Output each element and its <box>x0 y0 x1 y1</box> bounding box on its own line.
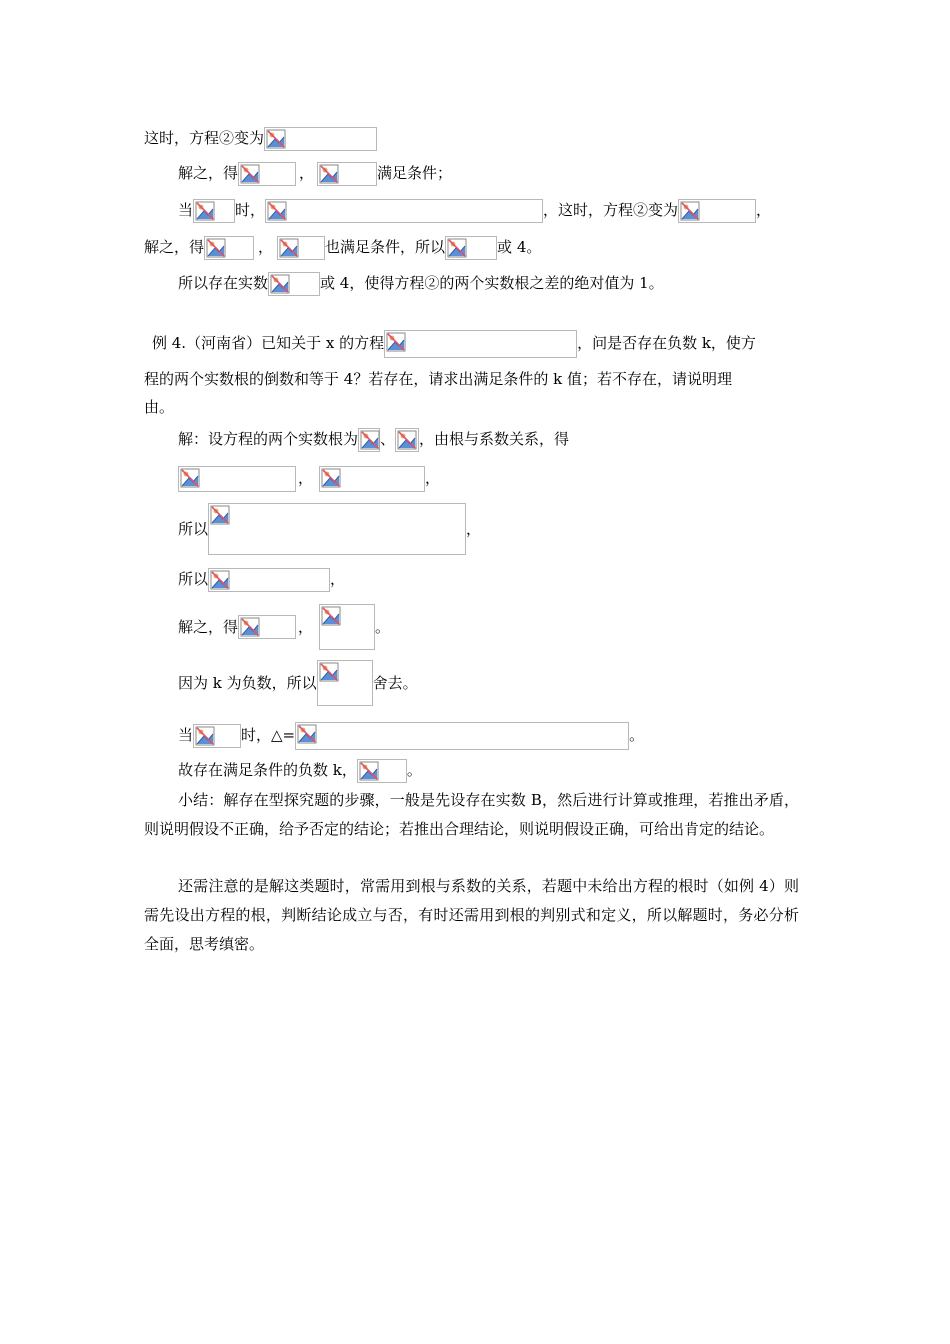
text-line <box>144 127 377 147</box>
broken-image-icon <box>397 430 417 450</box>
broken-image-icon <box>180 468 200 488</box>
text-line <box>178 568 345 588</box>
text: ，问是否存在负数 k，使方 <box>577 334 756 352</box>
broken-image-icon <box>267 201 287 221</box>
text-line <box>178 199 771 219</box>
equation-image <box>208 503 466 555</box>
note-text: 还需注意的是解这类题时，常需用到根与系数的关系，若题中未给出方程的根时（如例 4）则需先设出方程的根，判断结论成立与否，有时还需用到根的判别式和定义，所以解题时，务必分析全面，思考缜密。 <box>144 877 799 953</box>
equation-image <box>193 199 235 223</box>
text: ，由根与系数关系，得 <box>419 430 570 448</box>
equation-image <box>204 236 254 260</box>
equation-image <box>238 162 296 186</box>
text: 满足条件； <box>377 164 453 182</box>
broken-image-icon <box>360 430 380 450</box>
text-line <box>178 466 440 486</box>
broken-image-icon <box>279 238 299 258</box>
broken-image-icon <box>359 761 379 781</box>
text-line <box>152 330 756 350</box>
equation-image <box>238 615 296 639</box>
text: 当 <box>178 726 194 744</box>
equation-image <box>178 466 296 492</box>
text-line <box>178 503 481 555</box>
equation-image <box>295 722 629 750</box>
equation-image <box>193 724 241 748</box>
text: ， <box>258 238 274 256</box>
text: 这时，方程②变为 <box>144 129 265 147</box>
text: 时， <box>235 201 266 219</box>
text: 所以存在实数 <box>178 274 269 292</box>
equation-image <box>319 604 375 650</box>
text-line <box>178 272 664 292</box>
broken-image-icon <box>206 238 226 258</box>
text: ， <box>466 520 482 538</box>
text: 故存在满足条件的负数 k， <box>178 761 357 779</box>
broken-image-icon <box>266 129 286 149</box>
equation-image <box>264 127 377 151</box>
text: 、 <box>380 430 396 448</box>
broken-image-icon <box>240 164 260 184</box>
broken-image-icon <box>321 606 341 626</box>
text-line <box>144 369 732 389</box>
broken-image-icon <box>447 238 467 258</box>
equation-image <box>319 466 425 492</box>
text-line <box>144 397 174 417</box>
broken-image-icon <box>321 468 341 488</box>
broken-image-icon <box>270 274 290 294</box>
broken-image-icon <box>210 505 230 525</box>
broken-image-icon <box>195 201 215 221</box>
broken-image-icon <box>195 726 215 746</box>
equation-image <box>358 428 380 452</box>
equation-image <box>268 272 320 296</box>
text: 所以 <box>178 520 209 538</box>
text: ， <box>298 618 314 636</box>
text-line <box>178 759 422 779</box>
text: 。 <box>375 618 391 636</box>
equation-image <box>317 162 377 186</box>
text: 时，△= <box>241 726 296 744</box>
text: ， <box>756 201 772 219</box>
equation-image <box>265 199 543 223</box>
equation-image <box>357 759 407 783</box>
text-line <box>144 236 541 256</box>
text-line <box>178 428 569 448</box>
text: ， <box>425 469 441 487</box>
summary-text: 小结：解存在型探究题的步骤，一般是先设存在实数 B，然后进行计算或推理，若推出矛盾，则说明假设不正确，给予否定的结论；若推出合理结论，则说明假设正确，可给出肯定的结论。 <box>144 791 799 838</box>
text: 解：设方程的两个实数根为 <box>178 430 359 448</box>
text: 。 <box>406 761 422 779</box>
broken-image-icon <box>210 570 230 590</box>
text-line <box>178 722 644 742</box>
text: 所以 <box>178 570 209 588</box>
text: 解之，得 <box>144 238 205 256</box>
broken-image-icon <box>240 617 260 637</box>
equation-image <box>208 568 330 592</box>
text: 当 <box>178 201 194 219</box>
broken-image-icon <box>319 164 339 184</box>
text: 因为 k 为负数，所以 <box>178 674 317 692</box>
text: 或 4。 <box>497 238 542 256</box>
text: 舍去。 <box>372 674 418 692</box>
text: ， <box>298 469 314 487</box>
text-line <box>178 604 390 650</box>
equation-image <box>317 660 373 706</box>
broken-image-icon <box>319 662 339 682</box>
broken-image-icon <box>680 201 700 221</box>
equation-image <box>395 428 419 452</box>
text: 解之，得 <box>178 618 239 636</box>
broken-image-icon <box>386 332 406 352</box>
text: 例 4.（河南省）已知关于 x 的方程 <box>152 334 385 352</box>
text: ，这时，方程②变为 <box>543 201 679 219</box>
text: 解之，得 <box>178 164 239 182</box>
equation-image <box>678 199 756 223</box>
text: 。 <box>629 726 645 744</box>
note-paragraph <box>144 872 799 959</box>
text: 或 4，使得方程②的两个实数根之差的绝对值为 1。 <box>320 274 664 292</box>
text: 也满足条件，所以 <box>325 238 446 256</box>
text-line <box>178 660 418 706</box>
text: 由。 <box>144 398 175 416</box>
summary-paragraph <box>144 786 799 844</box>
equation-image <box>384 330 577 358</box>
equation-image <box>277 236 325 260</box>
text: 程的两个实数根的倒数和等于 4？若存在，请求出满足条件的 k 值；若不存在，请说明理 <box>144 370 732 388</box>
broken-image-icon <box>297 724 317 744</box>
text-line <box>178 162 452 182</box>
text: ， <box>330 570 346 588</box>
text: ， <box>299 164 315 182</box>
equation-image <box>445 236 497 260</box>
